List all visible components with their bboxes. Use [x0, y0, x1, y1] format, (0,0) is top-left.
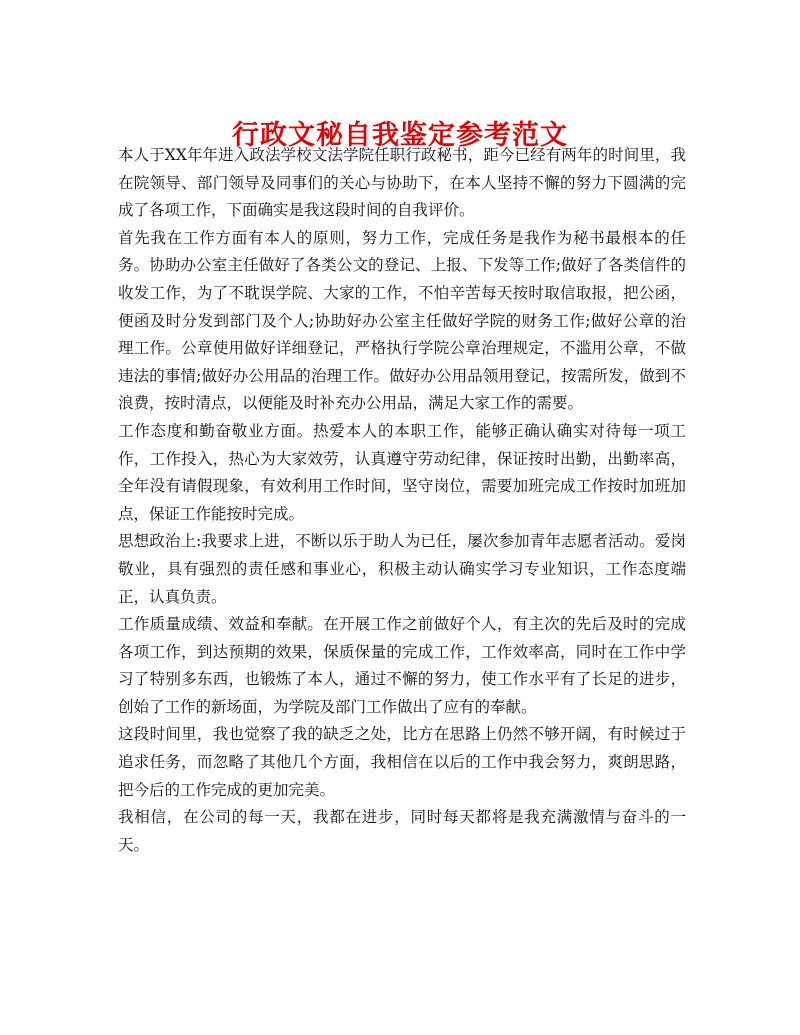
paragraph-work-quality: 工作质量成绩、效益和奉献。在开展工作之前做好个人，有主次的先后及时的完成各项工作，到达预期的效果，保质保量的完成工作，工作效率高，同时在工作中学习了特别多东西，也锻炼了本人，通过不懈的努力，使工作水平有了长足的进步，创始了工作的新场面，为学院及部门工作做出了应有的奉献。: [118, 615, 686, 716]
paragraph-work-attitude: 工作态度和勤奋敬业方面。热爱本人的本职工作，能够正确认确实对待每一项工作，工作投入，热心为大家效劳，认真遵守劳动纪律，保证按时出勤，出勤率高，全年没有请假现象，有效利用工作时间，坚守岗位，需要加班完成工作按时加班加点，保证工作能按时完成。: [118, 421, 686, 523]
document-body: [118, 142, 686, 859]
document-title: 行政文秘自我鉴定参考范文: [232, 120, 568, 152]
paragraph-work-principles: 首先我在工作方面有本人的原则，努力工作，完成任务是我作为秘书最根本的任务。协助办公室主任做好了各类公文的登记、上报、下发等工作;做好了各类信件的收发工作，为了不耽误学院、大家的工作，不怕辛苦每天按时取信取报，把公函，便函及时分发到部门及个人;协助好办公室主任做好学院的财务工作;做好公章的治理工作。公章使用做好详细登记，严格执行学院公章治理规定，不滥用公章，不做违法的事情;做好办公用品的治理工作。做好办公用品领用登记，按需所发，做到不浪费，按时清点，以便能及时补充办公用品，满足大家工作的需要。: [118, 228, 686, 413]
paragraph-intro: 本人于XX年年进入政法学校文法学院任职行政秘书，距今已经有两年的时间里，我在院领导、部门领导及同事们的关心与协助下，在本人坚持不懈的努力下圆满的完成了各项工作，下面确实是我这段时间的自我评价。: [118, 146, 686, 220]
paragraph-closing: 我相信，在公司的每一天，我都在进步，同时每天都将是我充满激情与奋斗的一天。: [118, 808, 686, 854]
paragraph-political-thought: 思想政治上:我要求上进，不断以乐于助人为已任，屡次参加青年志愿者活动。爱岗敬业，具有强烈的责任感和事业心，积极主动认确实学习专业知识，工作态度端正，认真负责。: [118, 532, 686, 606]
paragraph-shortcomings: 这段时间里，我也觉察了我的缺乏之处，比方在思路上仍然不够开阔，有时候过于追求任务，而忽略了其他几个方面，我相信在以后的工作中我会努力，爽朗思路，把今后的工作完成的更加完美。: [118, 725, 686, 799]
